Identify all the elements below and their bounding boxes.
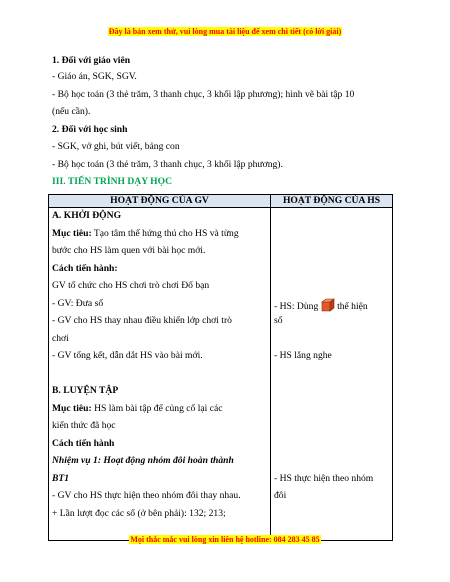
warmup-method: Cách tiến hành: (52, 263, 118, 274)
gv-activities-cell (49, 208, 271, 541)
warmup-goal-line2: bước cho HS làm quen với bài học mới. (52, 245, 206, 256)
warmup-step-1: GV tổ chức cho HS chơi trò chơi Đố bạn (52, 280, 210, 291)
hs-response-3b: đôi (274, 490, 287, 501)
practice-task-line2: BT1 (52, 473, 70, 484)
warmup-step-4: - GV tổng kết, dẫn dắt HS vào bài mới. (52, 350, 203, 361)
hs-response-1a: - HS: Dùng thể hiện (274, 298, 389, 316)
practice-task-line1: Nhiệm vụ 1: Hoạt động nhóm đôi hoàn thành (52, 455, 234, 466)
warmup-step-3b: chơi (52, 333, 69, 344)
warmup-step-2: - GV: Đưa số (52, 298, 104, 309)
hs-response-1b: số (274, 315, 283, 326)
student-item-1: - SGK, vở ghi, bút viết, bảng con (52, 141, 180, 152)
teacher-item-2b: (nếu cần). (52, 106, 91, 117)
student-item-2: - Bộ học toán (3 thẻ trăm, 3 thanh chục, 3 khối lập phương). (52, 159, 283, 170)
hs-activities-cell (271, 208, 393, 541)
practice-title: B. LUYỆN TẬP (52, 385, 119, 396)
warmup-title: A. KHỞI ĐỘNG (52, 210, 122, 221)
practice-step-2: + Lần lượt đọc các số (ở bên phải): 132; 213; (52, 508, 226, 519)
student-heading: 2. Đối với học sinh (52, 124, 128, 135)
teacher-heading: 1. Đối với giáo viên (52, 55, 131, 66)
hs-response-3a: - HS thực hiện theo nhóm (274, 473, 374, 484)
lesson-table (48, 194, 393, 541)
hs-response-2: - HS lắng nghe (274, 350, 332, 361)
section-title: III. TIẾN TRÌNH DẠY HỌC (52, 176, 173, 187)
teacher-item-2a: - Bộ học toán (3 thẻ trăm, 3 thanh chục, 3 khối lập phương); hình vẽ bài tập 10 (52, 89, 355, 100)
warmup-goal-line1: Mục tiêu: Tạo tâm thế hứng thú cho HS và từng (52, 228, 239, 239)
hotline-notice: Mọi thắc mắc vui lòng xin liên hệ hotline: 084 283 45 85 (130, 535, 320, 544)
col-header-hs: HOẠT ĐỘNG CỦA HS (271, 195, 393, 208)
practice-method: Cách tiến hành (52, 438, 115, 449)
warmup-step-3a: - GV cho HS thay nhau điều khiển lớp chơi trò (52, 315, 232, 326)
practice-goal-line2: kiến thức đã học (52, 420, 116, 431)
teacher-item-1: - Giáo án, SGK, SGV. (52, 71, 137, 82)
cube-icon (321, 298, 335, 316)
col-header-gv: HOẠT ĐỘNG CỦA GV (49, 195, 271, 208)
preview-notice: Đây là bản xem thử, vui lòng mua tài liệu để xem chi tiết (có lời giải) (108, 27, 342, 36)
practice-goal-line1: Mục tiêu: HS làm bài tập để củng cố lại các (52, 403, 223, 414)
practice-step-1: - GV cho HS thực hiện theo nhóm đôi thay nhau. (52, 490, 241, 501)
